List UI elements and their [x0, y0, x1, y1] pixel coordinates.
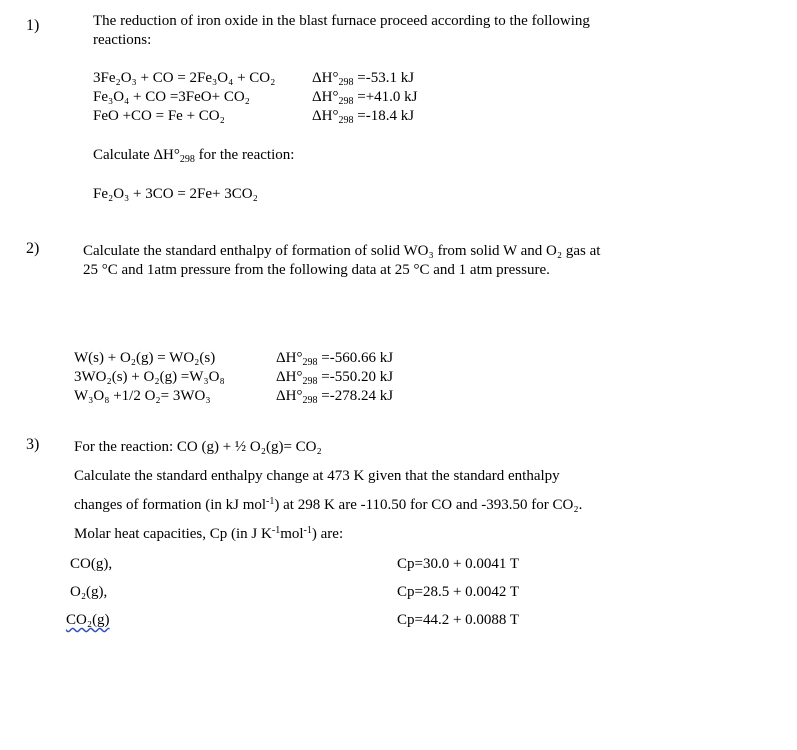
cp-expression: Cp=28.5 + 0.0042 T	[397, 584, 520, 600]
question-3-number: 3)	[26, 436, 40, 453]
reaction-enthalpy: $\Delta H^\circ_{298} =-53.1$ kJ	[312, 70, 415, 88]
cp-species: CO₂(g)	[66, 612, 110, 628]
question-2-number: 2)	[26, 240, 40, 257]
question-1-intro-line2: reactions:	[93, 32, 152, 48]
reaction-enthalpy: $\Delta H^\circ_{298} =-560.66$ kJ	[276, 350, 394, 368]
reaction-enthalpy: $\Delta H^\circ_{298} =-550.20$ kJ	[276, 369, 394, 387]
question-1-calculate-line: Calculate $\Delta H^\circ_{298}$ for the reaction:	[93, 147, 295, 165]
question-1-number: 1)	[26, 17, 40, 34]
question-1-target-reaction: Fe₂O₃ + 3CO = 2Fe+ 3CO₂	[93, 186, 258, 202]
reaction-equation: FeO +CO = Fe + CO₂	[93, 108, 225, 124]
question-3-line1: For the reaction: CO (g) + ½ O₂(g)= CO₂	[74, 439, 322, 455]
question-3-line4: Molar heat capacities, Cp (in J $K^{-1}mol^{-1}$) are:	[74, 525, 344, 542]
reaction-equation: Fe₃O₄ + CO =3FeO+ CO₂	[93, 89, 250, 105]
reaction-enthalpy: $\Delta H^\circ_{298} =-18.4$ kJ	[312, 108, 415, 126]
cp-species: CO(g),	[70, 556, 113, 572]
question-2-intro-line1: Calculate the standard enthalpy of formation of solid WO₃ from solid W and O₂ gas at	[83, 243, 601, 259]
reaction-equation: 3Fe₂O₃ + CO = 2Fe₃O₄ + CO₂	[93, 70, 276, 86]
reaction-equation: W(s) + O₂(g) = WO₂(s)	[74, 350, 216, 366]
reaction-enthalpy: $\Delta H^\circ_{298} =+41.0$ kJ	[312, 89, 418, 107]
question-1-intro-line1: The reduction of iron oxide in the blast furnace proceed according to the following	[93, 13, 590, 29]
question-3-line2: Calculate the standard enthalpy change at 473 K given that the standard enthalpy	[74, 468, 560, 484]
reaction-equation: 3WO₂(s) + O₂(g) =W₃O₈	[74, 369, 225, 385]
cp-species: O₂(g),	[70, 584, 108, 600]
cp-expression: Cp=30.0 + 0.0041 T	[397, 556, 520, 572]
question-3-line3: changes of formation (in kJ mol$^{-1}$) at 298 K are -110.50 for CO and -393.50 for CO₂.	[74, 496, 583, 513]
reaction-equation: W₃O₈ +1/2 O₂= 3WO₃	[74, 388, 211, 404]
cp-expression: Cp=44.2 + 0.0088 T	[397, 612, 520, 628]
question-2-intro-line2: 25 °C and 1atm pressure from the following data at 25 °C and 1 atm pressure.	[83, 262, 550, 278]
reaction-enthalpy: $\Delta H^\circ_{298} =-278.24$ kJ	[276, 388, 394, 406]
